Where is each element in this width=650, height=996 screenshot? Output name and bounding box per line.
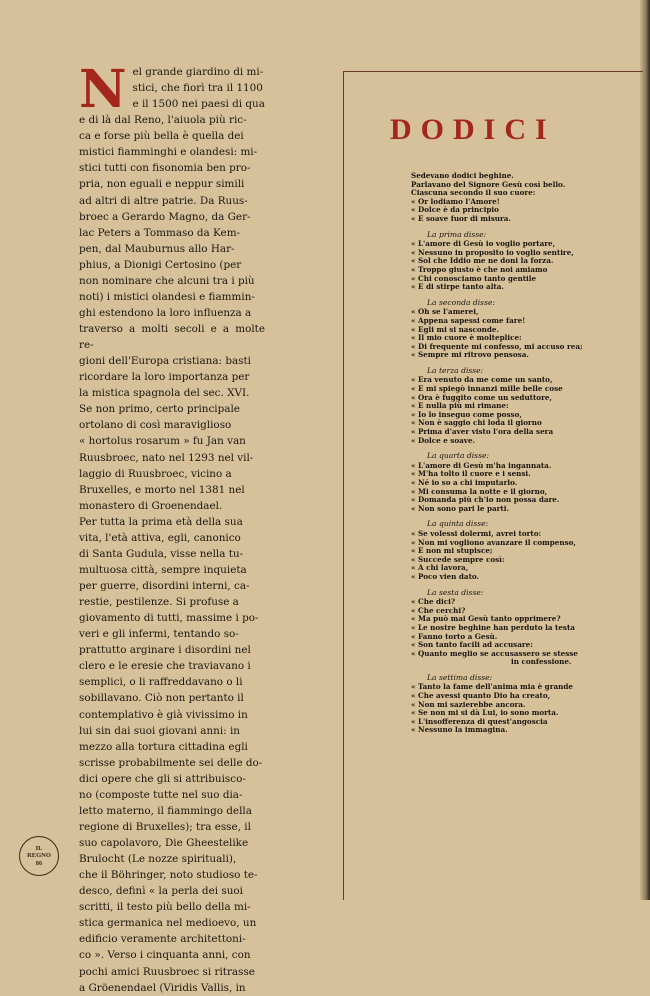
stanza-speaker: La seconda disse:	[427, 297, 496, 307]
article-line: suo capolavoro, Die Gheestelike	[79, 837, 249, 849]
poem-line: « E non mi stupisce;	[411, 546, 493, 556]
article-line: Se non primo, certo principale	[79, 403, 240, 416]
article-line: ghi estendono la loro influenza a	[79, 306, 252, 319]
poem-line: « Che dici?	[411, 597, 456, 607]
poem-line: « M'ha tolto il cuore e i sensi.	[411, 469, 531, 479]
article-line: desco, definì « la perla dei suoi	[79, 885, 243, 898]
drop-cap: N	[79, 59, 127, 120]
poem-line: « Né io so a chi imputarlo.	[411, 478, 518, 487]
stanza-speaker: La prima disse:	[427, 229, 487, 239]
poem-title: DODICI	[390, 113, 556, 146]
article-line: a Gröenendael (Viridis Vallis, in	[79, 981, 246, 994]
article-line: stici tutti con fisonomia ben pro-	[79, 162, 251, 175]
article-line: pria, non eguali e neppur simili	[79, 178, 245, 191]
article-line: pochi amici Ruusbroec si ritrasse	[79, 965, 255, 978]
poem-line: « Fanno torto a Gesù.	[411, 631, 498, 641]
stanza-speaker: La sesta disse:	[427, 587, 484, 597]
poem-line: « L'insofferenza di quest'angoscia	[411, 716, 548, 726]
article-line: non nominare che alcuni tra i più	[79, 274, 255, 287]
poem-line: « L'amore di Gesù io voglio portare,	[411, 239, 556, 249]
article-line: contemplativo è già vivissimo in	[79, 708, 248, 721]
article-line: letto materno, il fiammingo della	[79, 804, 252, 817]
poem-line: « Se non mi si dà Lui, io sono morta.	[411, 708, 559, 718]
poem-line: « Non mi vogliono avanzare il compenso,	[411, 537, 576, 547]
article-line: regione di Bruxelles); tra esse, il	[79, 820, 251, 833]
article-line: veri e gli infermi, tentando so-	[79, 628, 239, 641]
poem-line: Ciascuna secondo il suo cuore:	[411, 188, 536, 198]
article-line: co ». Verso i cinquanta anni, con	[79, 949, 251, 962]
poem-line: « Le nostre beghine han perduto la testa	[411, 622, 575, 632]
stanza-speaker: La terza disse:	[427, 365, 484, 375]
article-line: lac Peters a Tommaso da Kem-	[79, 226, 241, 239]
poem-line: « Il mio cuore è molteplice:	[411, 333, 522, 343]
poem-line: « Mi consuma la notte e il giorno,	[411, 486, 548, 496]
poem-line: « E di stirpe tanto alta.	[411, 282, 504, 292]
article-line: ca e forse più bella è quella dei	[79, 130, 244, 143]
poem-line: « Quanto meglio se accusassero se stesse	[411, 648, 578, 658]
article-line: ortolano di così maraviglioso	[79, 419, 232, 432]
article-line: multuosa città, sempre inquieta	[79, 563, 247, 576]
poem-line: « Non è saggio chi loda il giorno	[411, 418, 542, 428]
poem-line: « Oh se l'amerei,	[411, 307, 479, 317]
poem-line: « Nessuno in proposito io voglio sentire,	[411, 247, 574, 257]
poem-line: « Di frequente mi confesso, mi accuso rea;	[411, 341, 583, 351]
poem-line: « Sempre mi ritrovo pensosa.	[411, 350, 529, 360]
poem-line: « Nessuno la immagina.	[411, 725, 508, 735]
article-line: stica germanica nel medioevo, un	[79, 917, 257, 930]
poem-body	[411, 172, 621, 735]
article-line: restie, pestilenze. Si profuse a	[79, 596, 239, 609]
article-line: edificio veramente architettoni-	[79, 933, 246, 946]
article-line: « hortolus rosarum » fu Jan van	[79, 435, 246, 448]
poem-line: « Succede sempre così:	[411, 554, 505, 564]
poem-line: « Ma può mai Gesù tanto opprimere?	[411, 614, 561, 624]
stanza-speaker: La quarta disse:	[427, 451, 490, 461]
article-line: broec a Gerardo Magno, da Ger-	[79, 210, 251, 223]
article-line: noti) i mistici olandesi e fiammin-	[79, 290, 255, 303]
poem-line: « Troppo giusto è che noi amiamo	[411, 264, 548, 274]
article-line: gioni dell'Europa cristiana: basti	[79, 355, 252, 368]
poem-line: Parlavano del Signore Gesù così bello.	[411, 179, 566, 189]
poem-line: « Sol che Iddio me ne doni la forza.	[411, 256, 554, 266]
poem-line: « Non sono pari le parti.	[411, 503, 509, 513]
article-line: lui sin dai suoi giovani anni: in	[79, 724, 241, 737]
poem-line: « Dolce e soave.	[411, 435, 476, 445]
poem-line: « A chi lavora,	[411, 563, 469, 573]
poem-line: « Dolce è da principio	[411, 205, 499, 215]
article-line: no (composte tutte nel suo dia-	[79, 788, 243, 801]
poem-line: « E soave fuor di misura.	[411, 213, 511, 223]
article-line: sobillavano. Ciò non pertanto il	[79, 692, 244, 705]
poem-line: « E mi spiegò innanzi mille belle cose	[411, 384, 563, 394]
poem-line: « Che avessi quanto Dio ha creato,	[411, 691, 551, 701]
article-line: giovamento di tutti, massime i po-	[79, 612, 259, 625]
poem-line: « Che cerchi?	[411, 605, 466, 615]
poem-line: « Domanda più ch'io non possa dare.	[411, 495, 560, 505]
article-line: traverso a molti secoli e a molte re-	[79, 323, 265, 352]
article-line: monastero di Groenendael.	[79, 499, 223, 512]
article-line: laggio di Ruusbroec, vicino a	[79, 467, 232, 480]
il-regno-logo	[19, 836, 59, 876]
article-line: la mistica spagnola del sec. XVI.	[79, 387, 250, 400]
article-line: mistici fiamminghi e olandesi: mi-	[79, 146, 258, 159]
poem-line: « Or lodiamo l'Amore!	[411, 196, 500, 206]
article-text-column	[79, 59, 265, 996]
stanza-speaker: La quinta disse:	[427, 519, 489, 529]
logo-line-3: 86	[35, 859, 43, 867]
article-line: Bruxelles, e morto nel 1381 nel	[79, 483, 245, 496]
article-line: el grande giardino di mi-	[132, 66, 264, 78]
article-line: mezzo alla tortura cittadina egli	[79, 740, 248, 753]
article-line: vita, l'età attiva, egli, canonico	[79, 531, 241, 544]
article-line: ricordare la loro importanza per	[79, 371, 250, 384]
article-line: scrisse probabilmente sei delle do-	[79, 756, 263, 769]
poem-line: « L'amore di Gesù m'ha ingannata.	[411, 460, 552, 470]
poem-line: « Se volessi dolermi, avrei torto:	[411, 528, 542, 538]
poem-line: « Ora è fuggito come un seduttore,	[411, 392, 552, 402]
logo-line-1: IL	[35, 844, 43, 852]
article-line: e il 1500 nei paesi di qua	[132, 98, 265, 111]
article-line: prattutto arginare i disordini nel	[79, 644, 251, 657]
article-line: Ruusbroec, nato nel 1293 nel vil-	[79, 451, 254, 464]
stanza-speaker: La settima disse:	[427, 672, 493, 682]
article-paragraph	[79, 59, 265, 996]
poem-line: « Non mi sazierebbe ancora.	[411, 699, 526, 709]
poem-line: « Egli mi si nasconde.	[411, 324, 500, 334]
poem-line: « Era venuto da me come un santo,	[411, 375, 553, 385]
article-line: dici opere che gli si attribuisco-	[79, 772, 246, 785]
poem-line: « Poco vien dato.	[411, 571, 480, 581]
logo-line-2: REGNO	[27, 852, 51, 860]
poem-line: « Tanto la fame dell'anima mia è grande	[411, 682, 573, 692]
article-line: pen, dal Mauburnus allo Har-	[79, 242, 235, 255]
article-line: semplici, o li raffreddavano o li	[79, 676, 243, 689]
article-line: clero e le eresie che traviavano i	[79, 660, 251, 673]
article-line: stici, che fiorì tra il 1100	[132, 82, 263, 95]
poem-line: « Io lo inseguo come posso,	[411, 409, 522, 419]
poem-line: « E nulla più mi rimane:	[411, 401, 509, 411]
article-line: ad altri di altre patrie. Da Ruus-	[79, 194, 248, 207]
poem-line: Sedevano dodici beghine.	[411, 171, 514, 180]
article-line: che il Böhringer, noto studioso te-	[79, 869, 258, 882]
poem-line: in confessione.	[511, 657, 572, 667]
article-line: Per tutta la prima età della sua	[79, 515, 243, 528]
article-line: di Santa Gudula, visse nella tu-	[79, 547, 244, 560]
poem-line: « Prima d'aver visto l'ora della sera	[411, 427, 554, 437]
article-line: scritti, il testo più bello della mi-	[79, 901, 251, 914]
article-line: e di là dal Reno, l'aiuola più ric-	[79, 114, 247, 127]
article-line: per guerre, disordini interni, ca-	[79, 580, 250, 592]
poem-line: « Son tanto facili ad accusare:	[411, 640, 533, 650]
poem-line: « Appena sapessi come fare!	[411, 315, 526, 325]
poem-line: « Chi conosciamo tanto gentile	[411, 273, 537, 283]
article-line: phius, a Dionigi Certosino (per	[79, 258, 242, 271]
article-line: Brulocht (Le nozze spirituali),	[79, 853, 237, 866]
